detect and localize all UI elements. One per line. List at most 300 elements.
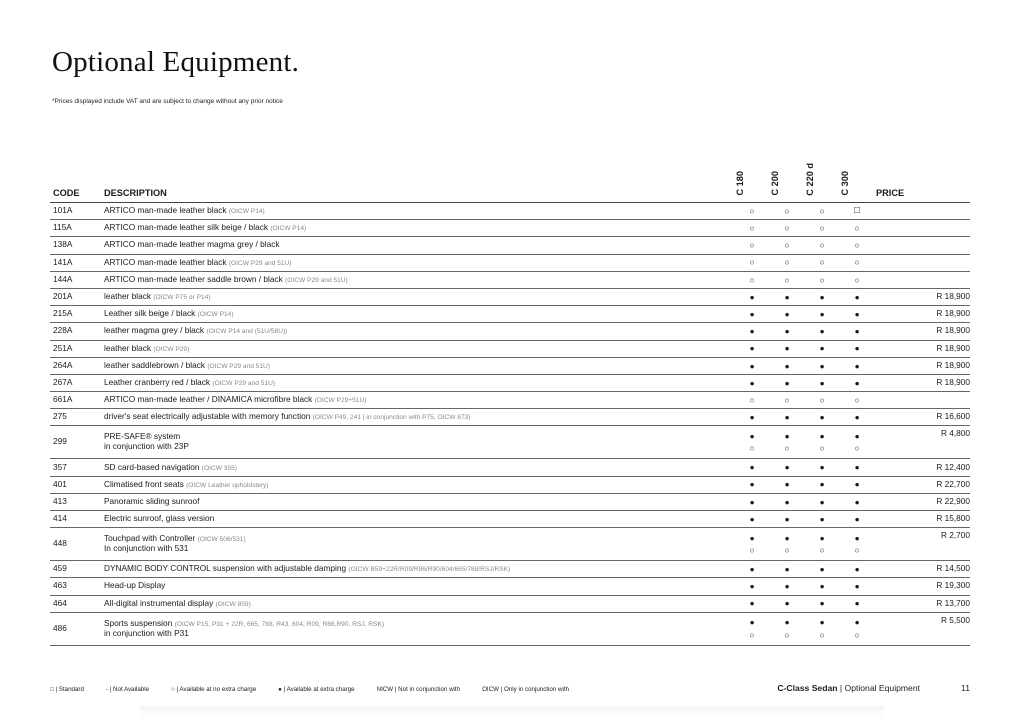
- cell-availability-c300: [838, 409, 873, 426]
- availability-available-extra-icon: ●: [749, 343, 755, 354]
- table-row: [50, 306, 970, 323]
- availability-available-free-icon: ○: [749, 240, 755, 251]
- cell-description: [101, 511, 733, 528]
- footer-document-title: [777, 683, 920, 693]
- availability-available-extra-icon: ●: [749, 412, 755, 423]
- cell-availability-c300: [838, 288, 873, 305]
- availability-available-extra-icon: ●: [854, 291, 860, 302]
- description-note: (OICW 506/531): [197, 536, 246, 544]
- cell-description: [101, 459, 733, 476]
- cell-availability-c200: [768, 493, 803, 510]
- cell-availability-c300: [838, 340, 873, 357]
- availability-available-extra-icon: ●: [854, 462, 860, 473]
- cell-availability-c220d: [803, 595, 838, 612]
- legend-item-nicw: [377, 686, 460, 693]
- description-line: [104, 514, 733, 524]
- availability-available-free-icon: ○: [819, 274, 825, 285]
- availability-available-free-icon: ○: [854, 443, 860, 454]
- cell-availability-c300: [838, 476, 873, 493]
- availability-available-free-icon: ○: [784, 443, 790, 454]
- description-line: [104, 480, 733, 490]
- cell-availability-c300: [838, 203, 873, 220]
- legend-symbol: NICW: [376, 686, 394, 693]
- cell-availability-c300: [838, 528, 873, 561]
- cell-code: 299: [50, 426, 101, 459]
- cell-code: 459: [50, 561, 101, 578]
- cell-code: 101A: [50, 203, 101, 220]
- availability-available-extra-icon: ●: [854, 377, 860, 388]
- availability-available-free-icon: ○: [854, 394, 860, 405]
- availability-available-extra-icon: ●: [819, 326, 825, 337]
- availability-available-free-icon: ○: [819, 545, 825, 556]
- description-note: (OICW P29 and 51U): [212, 379, 276, 387]
- cell-code: 141A: [50, 254, 101, 271]
- cell-availability-c200: [768, 288, 803, 305]
- cell-code: 357: [50, 459, 101, 476]
- cell-availability-c220d: [803, 409, 838, 426]
- cell-availability-c300: [838, 357, 873, 374]
- availability-available-extra-icon: ●: [854, 430, 860, 441]
- description-text: leather saddlebrown / black: [104, 359, 206, 370]
- availability-available-extra-icon: ●: [749, 326, 755, 337]
- availability-available-extra-icon: ●: [819, 462, 825, 473]
- availability-available-extra-icon: ●: [854, 513, 860, 524]
- description-text: Sports suspension: [104, 617, 173, 628]
- availability-available-free-icon: ○: [819, 629, 825, 640]
- cell-availability-c220d: [803, 392, 838, 409]
- availability-available-extra-icon: ●: [784, 462, 790, 473]
- cell-availability-c180: [733, 528, 768, 561]
- table-row: [50, 392, 970, 409]
- availability-available-free-icon: ○: [784, 205, 790, 216]
- cell-availability-c180: [733, 220, 768, 237]
- cell-code: 486: [50, 612, 101, 645]
- cell-availability-c220d: [803, 511, 838, 528]
- header-model-label: C 220 d: [805, 163, 815, 196]
- cell-price: R 22,700: [873, 476, 970, 493]
- cell-price: R 5,500: [873, 612, 970, 645]
- availability-available-extra-icon: ●: [854, 617, 860, 628]
- table-row: [50, 578, 970, 595]
- page-bottom-shadow: [140, 706, 884, 719]
- cell-availability-c300: [838, 493, 873, 510]
- description-line: [104, 463, 733, 473]
- legend-symbol: ○: [171, 686, 175, 693]
- cell-code: 275: [50, 409, 101, 426]
- availability-available-extra-icon: ●: [784, 564, 790, 575]
- availability-available-extra-icon: ●: [854, 598, 860, 609]
- cell-availability-c220d: [803, 476, 838, 493]
- description-line: [104, 275, 733, 285]
- availability-available-free-icon: ○: [749, 394, 755, 405]
- cell-availability-c300: [838, 254, 873, 271]
- availability-available-free-icon: ○: [749, 629, 755, 640]
- description-text: PRE-SAFE® system: [104, 431, 181, 442]
- cell-availability-c300: [838, 237, 873, 254]
- availability-available-extra-icon: ●: [819, 308, 825, 319]
- cell-availability-c300: [838, 306, 873, 323]
- description-line: [104, 344, 733, 354]
- cell-availability-c300: [838, 459, 873, 476]
- cell-availability-c180: [733, 578, 768, 595]
- cell-code: 463: [50, 578, 101, 595]
- availability-available-free-icon: ○: [819, 443, 825, 454]
- cell-availability-c180: [733, 271, 768, 288]
- cell-availability-c220d: [803, 254, 838, 271]
- table-row: [50, 374, 970, 391]
- cell-availability-c200: [768, 459, 803, 476]
- legend-symbol: ●: [278, 686, 282, 693]
- legend-text: | Not Available: [109, 686, 150, 693]
- header-price: PRICE: [873, 160, 970, 203]
- description-line: [104, 432, 733, 442]
- availability-available-extra-icon: ●: [784, 360, 790, 371]
- availability-available-free-icon: ○: [854, 545, 860, 556]
- cell-description: [101, 528, 733, 561]
- legend-text: | Not in conjunction with: [394, 686, 461, 693]
- cell-description: [101, 595, 733, 612]
- cell-description: [101, 271, 733, 288]
- cell-availability-c300: [838, 561, 873, 578]
- cell-code: 138A: [50, 237, 101, 254]
- cell-availability-c200: [768, 392, 803, 409]
- description-text: ARTICO man-made leather saddle brown / black: [104, 273, 283, 284]
- availability-available-extra-icon: ●: [749, 617, 755, 628]
- cell-price: R 19,300: [873, 578, 970, 595]
- availability-available-extra-icon: ●: [749, 377, 755, 388]
- availability-available-extra-icon: ●: [784, 326, 790, 337]
- cell-price: R 18,900: [873, 374, 970, 391]
- cell-availability-c200: [768, 476, 803, 493]
- cell-availability-c300: [838, 595, 873, 612]
- cell-description: [101, 493, 733, 510]
- cell-description: [101, 612, 733, 645]
- description-text: driver's seat electrically adjustable with memory function: [104, 411, 311, 422]
- cell-availability-c180: [733, 323, 768, 340]
- cell-availability-c200: [768, 340, 803, 357]
- header-model-c200: [768, 160, 803, 203]
- cell-description: [101, 323, 733, 340]
- description-text: Climatised front seats: [104, 478, 184, 489]
- availability-available-extra-icon: ●: [784, 513, 790, 524]
- description-line: [104, 395, 733, 405]
- table-row: [50, 340, 970, 357]
- description-note: (OICW B59+22R/R09/R86/R90/604/665/788/RSJ/RSK): [348, 566, 511, 574]
- availability-available-extra-icon: ●: [819, 291, 825, 302]
- cell-price: R 22,900: [873, 493, 970, 510]
- description-text: DYNAMIC BODY CONTROL suspension with adjustable damping: [104, 563, 347, 574]
- cell-code: 215A: [50, 306, 101, 323]
- table-row: [50, 493, 970, 510]
- cell-availability-c200: [768, 528, 803, 561]
- table-header-row: [50, 160, 970, 203]
- description-text: ARTICO man-made leather magma grey / black: [104, 239, 280, 250]
- legend-symbol: OICW: [482, 686, 499, 693]
- table-row: [50, 561, 970, 578]
- availability-available-free-icon: ○: [784, 257, 790, 268]
- description-line: [104, 564, 733, 574]
- description-line: [104, 309, 733, 319]
- cell-description: [101, 374, 733, 391]
- availability-available-extra-icon: ●: [784, 343, 790, 354]
- availability-available-extra-icon: ●: [784, 532, 790, 543]
- availability-available-extra-icon: ●: [749, 496, 755, 507]
- header-model-c300: [838, 160, 873, 203]
- description-note: (OICW P29 and 51U): [207, 362, 270, 370]
- availability-available-extra-icon: ●: [784, 581, 790, 592]
- cell-code: 115A: [50, 220, 101, 237]
- availability-available-extra-icon: ●: [749, 513, 755, 524]
- cell-description: [101, 392, 733, 409]
- header-model-c180: [733, 160, 768, 203]
- description-line: [104, 581, 733, 591]
- cell-code: 464: [50, 595, 101, 612]
- legend-item-not-available: [106, 686, 149, 693]
- cell-availability-c200: [768, 561, 803, 578]
- availability-available-extra-icon: ●: [749, 291, 755, 302]
- cell-availability-c220d: [803, 493, 838, 510]
- availability-available-extra-icon: ●: [854, 496, 860, 507]
- cell-availability-c200: [768, 595, 803, 612]
- legend-item-available-extra: [278, 686, 354, 693]
- cell-availability-c220d: [803, 528, 838, 561]
- cell-description: [101, 476, 733, 493]
- availability-available-free-icon: ○: [784, 394, 790, 405]
- cell-availability-c180: [733, 426, 768, 459]
- cell-availability-c300: [838, 271, 873, 288]
- legend-item-standard: [50, 686, 84, 693]
- table-body: [50, 203, 970, 646]
- cell-price: R 13,700: [873, 595, 970, 612]
- cell-availability-c180: [733, 288, 768, 305]
- table-row: [50, 426, 970, 459]
- cell-price: [873, 220, 970, 237]
- availability-available-extra-icon: ●: [854, 360, 860, 371]
- table-row: [50, 612, 970, 645]
- cell-availability-c180: [733, 561, 768, 578]
- description-line: [104, 378, 733, 388]
- cell-price: [873, 254, 970, 271]
- availability-available-extra-icon: ●: [784, 308, 790, 319]
- description-text: SD card-based navigation: [104, 461, 200, 472]
- cell-availability-c180: [733, 357, 768, 374]
- header-model-label: C 180: [735, 171, 745, 196]
- legend-symbol: -: [105, 686, 108, 693]
- cell-price: R 12,400: [873, 459, 970, 476]
- description-line: [104, 240, 733, 250]
- cell-code: 448: [50, 528, 101, 561]
- header-code: CODE: [50, 160, 101, 203]
- description-text: Leather silk beige / black: [104, 308, 196, 319]
- availability-available-extra-icon: ●: [819, 412, 825, 423]
- description-line: [104, 206, 733, 216]
- cell-availability-c180: [733, 476, 768, 493]
- availability-available-free-icon: ○: [819, 205, 825, 216]
- availability-available-free-icon: ○: [749, 545, 755, 556]
- description-text: ARTICO man-made leather silk beige / black: [104, 222, 269, 233]
- cell-availability-c300: [838, 426, 873, 459]
- legend-text: | Standard: [55, 686, 84, 693]
- availability-available-extra-icon: ●: [749, 598, 755, 609]
- legend-text: | Only in conjunction with: [500, 686, 570, 693]
- description-line: [104, 292, 733, 302]
- description-line: [104, 223, 733, 233]
- cell-availability-c200: [768, 612, 803, 645]
- availability-available-free-icon: ○: [819, 223, 825, 234]
- header-model-label: C 300: [840, 171, 850, 196]
- vat-note: *Prices displayed include VAT and are subject to change without any prior notice: [52, 98, 283, 105]
- cell-availability-c180: [733, 511, 768, 528]
- availability-available-extra-icon: ●: [854, 308, 860, 319]
- availability-available-extra-icon: ●: [854, 532, 860, 543]
- availability-available-extra-icon: ●: [819, 430, 825, 441]
- availability-available-free-icon: ○: [784, 545, 790, 556]
- cell-price: R 18,900: [873, 357, 970, 374]
- cell-availability-c220d: [803, 306, 838, 323]
- table-row: [50, 357, 970, 374]
- cell-code: 144A: [50, 271, 101, 288]
- availability-available-free-icon: ○: [784, 240, 790, 251]
- cell-availability-c300: [838, 578, 873, 595]
- availability-available-extra-icon: ●: [784, 412, 790, 423]
- description-text: Panoramic sliding sunroof: [104, 495, 200, 506]
- cell-code: 413: [50, 493, 101, 510]
- availability-available-extra-icon: ●: [784, 291, 790, 302]
- description-subline: In conjunction with 531: [104, 543, 189, 554]
- cell-availability-c220d: [803, 340, 838, 357]
- availability-available-extra-icon: ●: [819, 360, 825, 371]
- legend-text: | Available at no extra charge: [176, 686, 257, 693]
- availability-available-extra-icon: ●: [819, 513, 825, 524]
- description-note: (OICW 859): [215, 600, 251, 608]
- table-row: [50, 254, 970, 271]
- availability-available-extra-icon: ●: [784, 496, 790, 507]
- cell-availability-c180: [733, 459, 768, 476]
- table-row: [50, 203, 970, 220]
- cell-description: [101, 357, 733, 374]
- cell-availability-c180: [733, 493, 768, 510]
- table-row: [50, 237, 970, 254]
- cell-availability-c220d: [803, 426, 838, 459]
- availability-available-extra-icon: ●: [784, 617, 790, 628]
- availability-available-extra-icon: ●: [819, 598, 825, 609]
- availability-available-extra-icon: ●: [749, 581, 755, 592]
- cell-availability-c300: [838, 392, 873, 409]
- availability-available-extra-icon: ●: [819, 343, 825, 354]
- availability-available-extra-icon: ●: [784, 598, 790, 609]
- header-model-label: C 200: [770, 171, 780, 196]
- availability-available-extra-icon: ●: [854, 343, 860, 354]
- cell-code: 201A: [50, 288, 101, 305]
- description-note: (OICW P14): [270, 225, 307, 233]
- availability-available-extra-icon: ●: [784, 430, 790, 441]
- cell-availability-c180: [733, 237, 768, 254]
- table-row: [50, 271, 970, 288]
- cell-code: 251A: [50, 340, 101, 357]
- description-note: (OICW P49, 241 | in conjunction with P75, OICW 873): [312, 414, 471, 422]
- cell-availability-c300: [838, 612, 873, 645]
- cell-availability-c220d: [803, 203, 838, 220]
- cell-description: [101, 340, 733, 357]
- availability-available-free-icon: ○: [784, 274, 790, 285]
- page-number: 11: [961, 683, 970, 693]
- availability-available-free-icon: ○: [784, 629, 790, 640]
- table-row: [50, 323, 970, 340]
- optional-equipment-table: [50, 160, 970, 646]
- legend-item-oicw: [482, 686, 569, 693]
- cell-availability-c220d: [803, 612, 838, 645]
- availability-available-free-icon: ○: [854, 629, 860, 640]
- table-row: [50, 409, 970, 426]
- cell-availability-c180: [733, 203, 768, 220]
- cell-availability-c180: [733, 612, 768, 645]
- header-description: DESCRIPTION: [101, 160, 733, 203]
- cell-code: 264A: [50, 357, 101, 374]
- availability-available-extra-icon: ●: [819, 581, 825, 592]
- description-text: leather black: [104, 342, 152, 353]
- cell-price: R 15,800: [873, 511, 970, 528]
- availability-available-extra-icon: ●: [784, 377, 790, 388]
- cell-price: [873, 392, 970, 409]
- header-model-c220d: [803, 160, 838, 203]
- cell-availability-c200: [768, 306, 803, 323]
- legend-symbol: □: [50, 686, 54, 693]
- description-note: (OICW P15, P31 + 22R, 665, 788, R43, 604, R09, R86,R90, RSJ, RSK): [174, 620, 385, 628]
- cell-availability-c200: [768, 203, 803, 220]
- cell-price: R 18,900: [873, 323, 970, 340]
- cell-availability-c220d: [803, 237, 838, 254]
- table-row: [50, 476, 970, 493]
- description-line: [104, 258, 733, 268]
- availability-available-free-icon: ○: [854, 257, 860, 268]
- description-text: ARTICO man-made leather black: [104, 256, 227, 267]
- cell-availability-c180: [733, 595, 768, 612]
- availability-available-extra-icon: ●: [854, 479, 860, 490]
- description-line: [104, 534, 733, 544]
- table-row: [50, 595, 970, 612]
- availability-available-free-icon: ○: [819, 394, 825, 405]
- description-note: (OICW P29): [153, 345, 190, 353]
- cell-description: [101, 203, 733, 220]
- description-note: (OICW Leather upholdstery): [186, 481, 269, 489]
- cell-price: R 16,600: [873, 409, 970, 426]
- description-line: [104, 361, 733, 371]
- cell-price: [873, 203, 970, 220]
- cell-availability-c220d: [803, 220, 838, 237]
- description-text: Leather cranberry red / black: [104, 376, 211, 387]
- cell-availability-c220d: [803, 374, 838, 391]
- availability-available-free-icon: ○: [749, 443, 755, 454]
- cell-availability-c300: [838, 220, 873, 237]
- cell-code: 661A: [50, 392, 101, 409]
- availability-available-free-icon: ○: [819, 257, 825, 268]
- availability-available-extra-icon: ●: [819, 377, 825, 388]
- cell-availability-c200: [768, 254, 803, 271]
- cell-description: [101, 254, 733, 271]
- cell-availability-c220d: [803, 578, 838, 595]
- cell-price: R 18,900: [873, 340, 970, 357]
- cell-availability-c220d: [803, 323, 838, 340]
- cell-description: [101, 220, 733, 237]
- availability-available-free-icon: ○: [819, 240, 825, 251]
- description-line: [104, 497, 733, 507]
- cell-price: R 18,900: [873, 288, 970, 305]
- cell-availability-c200: [768, 357, 803, 374]
- cell-availability-c220d: [803, 288, 838, 305]
- cell-availability-c200: [768, 237, 803, 254]
- description-note: (OICW 355): [201, 464, 237, 472]
- cell-code: 228A: [50, 323, 101, 340]
